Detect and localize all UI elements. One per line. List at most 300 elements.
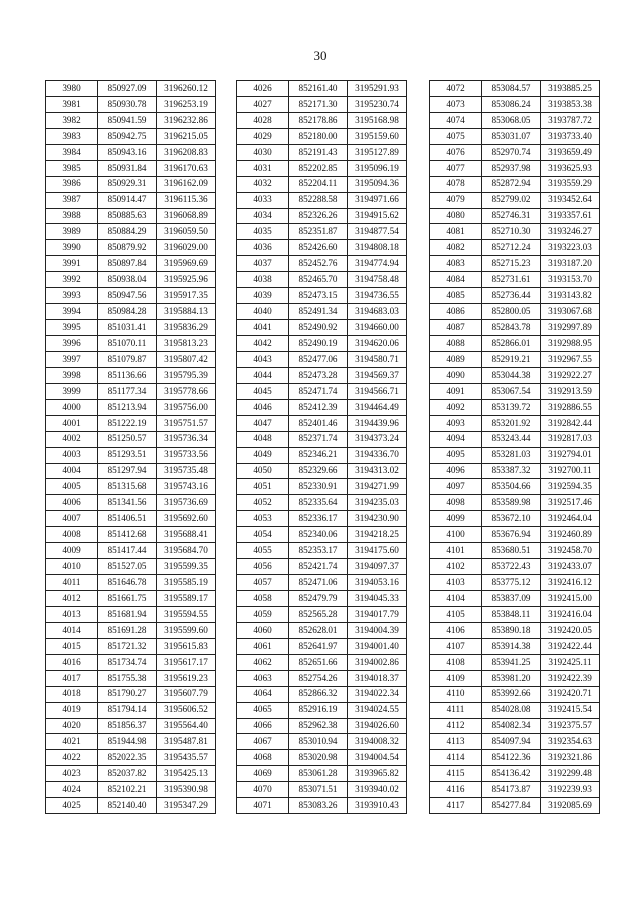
y-coordinate-cell: 3196260.12 [157,81,216,97]
point-number-cell: 4031 [237,160,289,176]
table-row [430,447,600,463]
y-coordinate-cell: 3192594.35 [541,479,600,495]
table-row [237,782,407,798]
point-number-cell: 3996 [46,336,98,352]
x-coordinate-cell: 851406.51 [98,511,157,527]
x-coordinate-cell: 850897.84 [98,256,157,272]
x-coordinate-cell: 853676.94 [482,527,541,543]
y-coordinate-cell: 3194808.18 [348,240,407,256]
y-coordinate-cell: 3194045.33 [348,591,407,607]
table-row [46,320,216,336]
table-row [430,766,600,782]
y-coordinate-cell: 3193187.20 [541,256,600,272]
point-number-cell: 3982 [46,112,98,128]
table-row [237,559,407,575]
x-coordinate-cell: 852651.66 [289,654,348,670]
x-coordinate-cell: 852335.64 [289,495,348,511]
x-coordinate-cell: 853680.51 [482,543,541,559]
y-coordinate-cell: 3195599.35 [157,559,216,575]
table-row [46,654,216,670]
table-row [237,622,407,638]
y-coordinate-cell: 3193910.43 [348,798,407,814]
table-row [46,351,216,367]
table-row [46,495,216,511]
x-coordinate-cell: 852340.06 [289,527,348,543]
x-coordinate-cell: 851079.87 [98,351,157,367]
point-number-cell: 4112 [430,718,482,734]
y-coordinate-cell: 3192967.55 [541,351,600,367]
y-coordinate-cell: 3195096.19 [348,160,407,176]
x-coordinate-cell: 852715.23 [482,256,541,272]
point-number-cell: 4065 [237,702,289,718]
table-row [237,479,407,495]
point-number-cell: 4109 [430,670,482,686]
point-number-cell: 4009 [46,543,98,559]
point-number-cell: 4058 [237,591,289,607]
table-row [46,272,216,288]
x-coordinate-cell: 853010.94 [289,734,348,750]
x-coordinate-cell: 853848.11 [482,606,541,622]
x-coordinate-cell: 850942.75 [98,128,157,144]
point-number-cell: 4034 [237,208,289,224]
x-coordinate-cell: 853981.20 [482,670,541,686]
x-coordinate-cell: 852401.46 [289,415,348,431]
x-coordinate-cell: 852712.24 [482,240,541,256]
point-number-cell: 4111 [430,702,482,718]
x-coordinate-cell: 853775.12 [482,575,541,591]
point-number-cell: 4107 [430,638,482,654]
x-coordinate-cell: 852710.30 [482,224,541,240]
table-row [237,320,407,336]
x-coordinate-cell: 852491.34 [289,304,348,320]
table-row [237,575,407,591]
y-coordinate-cell: 3194024.55 [348,702,407,718]
point-number-cell: 4014 [46,622,98,638]
point-number-cell: 3984 [46,144,98,160]
point-number-cell: 4068 [237,750,289,766]
y-coordinate-cell: 3194971.66 [348,192,407,208]
point-number-cell: 4093 [430,415,482,431]
x-coordinate-cell: 853281.03 [482,447,541,463]
y-coordinate-cell: 3192422.39 [541,670,600,686]
table-row [46,304,216,320]
table-row [430,272,600,288]
point-number-cell: 4089 [430,351,482,367]
point-number-cell: 4027 [237,96,289,112]
x-coordinate-cell: 853837.09 [482,591,541,607]
table-row [46,734,216,750]
point-number-cell: 4022 [46,750,98,766]
point-number-cell: 4062 [237,654,289,670]
y-coordinate-cell: 3193452.64 [541,192,600,208]
point-number-cell: 3980 [46,81,98,97]
x-coordinate-cell: 852330.91 [289,479,348,495]
x-coordinate-cell: 852641.97 [289,638,348,654]
x-coordinate-cell: 852426.60 [289,240,348,256]
table-row [46,112,216,128]
x-coordinate-cell: 853201.92 [482,415,541,431]
table-row [46,479,216,495]
point-number-cell: 4114 [430,750,482,766]
x-coordinate-cell: 851177.34 [98,383,157,399]
y-coordinate-cell: 3192321.86 [541,750,600,766]
y-coordinate-cell: 3195607.79 [157,686,216,702]
y-coordinate-cell: 3193940.02 [348,782,407,798]
table-row [46,782,216,798]
point-number-cell: 4078 [430,176,482,192]
y-coordinate-cell: 3192464.04 [541,511,600,527]
point-number-cell: 4028 [237,112,289,128]
table-row [430,81,600,97]
table-row [430,511,600,527]
point-number-cell: 3983 [46,128,98,144]
point-number-cell: 4005 [46,479,98,495]
y-coordinate-cell: 3194218.25 [348,527,407,543]
y-coordinate-cell: 3195756.00 [157,399,216,415]
y-coordinate-cell: 3196029.00 [157,240,216,256]
table-row [237,511,407,527]
x-coordinate-cell: 853139.72 [482,399,541,415]
point-number-cell: 3993 [46,288,98,304]
table-row [430,383,600,399]
coordinate-table [429,80,600,814]
point-number-cell: 4012 [46,591,98,607]
x-coordinate-cell: 850885.63 [98,208,157,224]
x-coordinate-cell: 854277.84 [482,798,541,814]
y-coordinate-cell: 3194018.37 [348,670,407,686]
table-row [46,399,216,415]
x-coordinate-cell: 852161.40 [289,81,348,97]
x-coordinate-cell: 852490.19 [289,336,348,352]
point-number-cell: 4048 [237,431,289,447]
x-coordinate-cell: 851721.32 [98,638,157,654]
x-coordinate-cell: 851250.57 [98,431,157,447]
point-number-cell: 4037 [237,256,289,272]
table-row [46,336,216,352]
table-row [430,351,600,367]
table-row [430,415,600,431]
x-coordinate-cell: 851790.27 [98,686,157,702]
x-coordinate-cell: 852731.61 [482,272,541,288]
point-number-cell: 3985 [46,160,98,176]
point-number-cell: 4001 [46,415,98,431]
x-coordinate-cell: 853890.18 [482,622,541,638]
point-number-cell: 4117 [430,798,482,814]
coordinate-table-middle [236,80,407,814]
point-number-cell: 4063 [237,670,289,686]
point-number-cell: 3989 [46,224,98,240]
point-number-cell: 4116 [430,782,482,798]
point-number-cell: 4056 [237,559,289,575]
table-row [237,431,407,447]
y-coordinate-cell: 3195094.36 [348,176,407,192]
x-coordinate-cell: 853083.26 [289,798,348,814]
table-row [430,718,600,734]
table-row [237,176,407,192]
table-row [46,606,216,622]
point-number-cell: 4082 [430,240,482,256]
x-coordinate-cell: 850914.47 [98,192,157,208]
x-coordinate-cell: 851417.44 [98,543,157,559]
table-row [46,192,216,208]
y-coordinate-cell: 3195487.81 [157,734,216,750]
point-number-cell: 4105 [430,606,482,622]
y-coordinate-cell: 3196170.63 [157,160,216,176]
table-row [46,527,216,543]
y-coordinate-cell: 3193153.70 [541,272,600,288]
table-row [430,256,600,272]
x-coordinate-cell: 853589.98 [482,495,541,511]
point-number-cell: 4100 [430,527,482,543]
x-coordinate-cell: 851341.56 [98,495,157,511]
y-coordinate-cell: 3195230.74 [348,96,407,112]
table-row [237,81,407,97]
table-row [430,750,600,766]
x-coordinate-cell: 851070.11 [98,336,157,352]
x-coordinate-cell: 852916.19 [289,702,348,718]
y-coordinate-cell: 3193357.61 [541,208,600,224]
x-coordinate-cell: 851646.78 [98,575,157,591]
table-row [430,160,600,176]
x-coordinate-cell: 851856.37 [98,718,157,734]
y-coordinate-cell: 3195751.57 [157,415,216,431]
point-number-cell: 3995 [46,320,98,336]
x-coordinate-cell: 852937.98 [482,160,541,176]
x-coordinate-cell: 853061.28 [289,766,348,782]
table-row [46,176,216,192]
table-row [46,256,216,272]
x-coordinate-cell: 851412.68 [98,527,157,543]
point-number-cell: 4070 [237,782,289,798]
x-coordinate-cell: 852479.79 [289,591,348,607]
point-number-cell: 3992 [46,272,98,288]
x-coordinate-cell: 850941.59 [98,112,157,128]
y-coordinate-cell: 3194004.54 [348,750,407,766]
table-row [237,670,407,686]
y-coordinate-cell: 3195795.39 [157,367,216,383]
point-number-cell: 4017 [46,670,98,686]
table-row [430,591,600,607]
x-coordinate-cell: 852140.40 [98,798,157,814]
point-number-cell: 4050 [237,463,289,479]
table-row [430,702,600,718]
point-number-cell: 4000 [46,399,98,415]
y-coordinate-cell: 3193246.27 [541,224,600,240]
point-number-cell: 4054 [237,527,289,543]
table-row [46,575,216,591]
y-coordinate-cell: 3192997.89 [541,320,600,336]
y-coordinate-cell: 3194464.49 [348,399,407,415]
x-coordinate-cell: 852471.74 [289,383,348,399]
point-number-cell: 4018 [46,686,98,702]
y-coordinate-cell: 3192425.11 [541,654,600,670]
y-coordinate-cell: 3194580.71 [348,351,407,367]
point-number-cell: 4073 [430,96,482,112]
y-coordinate-cell: 3192416.04 [541,606,600,622]
y-coordinate-cell: 3192817.03 [541,431,600,447]
table-row [237,686,407,702]
x-coordinate-cell: 852970.74 [482,144,541,160]
point-number-cell: 4039 [237,288,289,304]
y-coordinate-cell: 3194774.94 [348,256,407,272]
table-row [46,702,216,718]
y-coordinate-cell: 3195917.35 [157,288,216,304]
table-row [430,606,600,622]
x-coordinate-cell: 852191.43 [289,144,348,160]
table-row [237,351,407,367]
y-coordinate-cell: 3193659.49 [541,144,600,160]
y-coordinate-cell: 3192460.89 [541,527,600,543]
y-coordinate-cell: 3194620.06 [348,336,407,352]
point-number-cell: 4088 [430,336,482,352]
x-coordinate-cell: 850938.04 [98,272,157,288]
y-coordinate-cell: 3194053.16 [348,575,407,591]
point-number-cell: 4086 [430,304,482,320]
table-row [237,591,407,607]
point-number-cell: 4006 [46,495,98,511]
y-coordinate-cell: 3195688.41 [157,527,216,543]
x-coordinate-cell: 853672.10 [482,511,541,527]
y-coordinate-cell: 3195347.29 [157,798,216,814]
table-row [46,431,216,447]
point-number-cell: 4044 [237,367,289,383]
y-coordinate-cell: 3192922.27 [541,367,600,383]
table-row [46,798,216,814]
table-row [430,495,600,511]
point-number-cell: 4110 [430,686,482,702]
y-coordinate-cell: 3192354.63 [541,734,600,750]
x-coordinate-cell: 852452.76 [289,256,348,272]
x-coordinate-cell: 850927.09 [98,81,157,97]
point-number-cell: 4059 [237,606,289,622]
point-number-cell: 4094 [430,431,482,447]
point-number-cell: 4046 [237,399,289,415]
y-coordinate-cell: 3195291.93 [348,81,407,97]
y-coordinate-cell: 3194017.79 [348,606,407,622]
table-row [430,479,600,495]
y-coordinate-cell: 3195807.42 [157,351,216,367]
table-row [430,367,600,383]
table-row [237,192,407,208]
x-coordinate-cell: 850931.84 [98,160,157,176]
point-number-cell: 4010 [46,559,98,575]
x-coordinate-cell: 852329.66 [289,463,348,479]
point-number-cell: 4091 [430,383,482,399]
table-row [46,81,216,97]
point-number-cell: 4008 [46,527,98,543]
y-coordinate-cell: 3195615.83 [157,638,216,654]
table-row [46,240,216,256]
x-coordinate-cell: 853020.98 [289,750,348,766]
y-coordinate-cell: 3194026.60 [348,718,407,734]
point-number-cell: 4038 [237,272,289,288]
point-number-cell: 4101 [430,543,482,559]
point-number-cell: 4003 [46,447,98,463]
x-coordinate-cell: 852288.58 [289,192,348,208]
point-number-cell: 4030 [237,144,289,160]
point-number-cell: 4085 [430,288,482,304]
y-coordinate-cell: 3194683.03 [348,304,407,320]
y-coordinate-cell: 3194877.54 [348,224,407,240]
point-number-cell: 4020 [46,718,98,734]
x-coordinate-cell: 852628.01 [289,622,348,638]
point-number-cell: 4090 [430,367,482,383]
y-coordinate-cell: 3195159.60 [348,128,407,144]
table-row [46,543,216,559]
x-coordinate-cell: 852180.00 [289,128,348,144]
table-row [46,670,216,686]
table-row [237,718,407,734]
x-coordinate-cell: 852202.85 [289,160,348,176]
point-number-cell: 4096 [430,463,482,479]
table-row [430,336,600,352]
y-coordinate-cell: 3195735.48 [157,463,216,479]
y-coordinate-cell: 3194175.60 [348,543,407,559]
y-coordinate-cell: 3195564.40 [157,718,216,734]
point-number-cell: 4052 [237,495,289,511]
point-number-cell: 4023 [46,766,98,782]
point-number-cell: 4108 [430,654,482,670]
y-coordinate-cell: 3192299.48 [541,766,600,782]
point-number-cell: 4072 [430,81,482,97]
table-row [237,304,407,320]
point-number-cell: 4026 [237,81,289,97]
point-number-cell: 4035 [237,224,289,240]
table-row [46,718,216,734]
point-number-cell: 4013 [46,606,98,622]
table-row [237,96,407,112]
table-row [237,144,407,160]
x-coordinate-cell: 853504.66 [482,479,541,495]
y-coordinate-cell: 3192415.54 [541,702,600,718]
y-coordinate-cell: 3195606.52 [157,702,216,718]
y-coordinate-cell: 3194313.02 [348,463,407,479]
x-coordinate-cell: 851527.05 [98,559,157,575]
point-number-cell: 4084 [430,272,482,288]
y-coordinate-cell: 3196059.50 [157,224,216,240]
x-coordinate-cell: 852843.78 [482,320,541,336]
point-number-cell: 4083 [430,256,482,272]
x-coordinate-cell: 851222.19 [98,415,157,431]
table-row [46,511,216,527]
x-coordinate-cell: 854122.36 [482,750,541,766]
point-number-cell: 3994 [46,304,98,320]
table-row [237,798,407,814]
table-row [46,224,216,240]
y-coordinate-cell: 3192415.00 [541,591,600,607]
point-number-cell: 4074 [430,112,482,128]
point-number-cell: 4076 [430,144,482,160]
y-coordinate-cell: 3192913.59 [541,383,600,399]
x-coordinate-cell: 852473.28 [289,367,348,383]
y-coordinate-cell: 3195813.23 [157,336,216,352]
point-number-cell: 4002 [46,431,98,447]
point-number-cell: 3986 [46,176,98,192]
point-number-cell: 3987 [46,192,98,208]
x-coordinate-cell: 850879.92 [98,240,157,256]
y-coordinate-cell: 3193733.40 [541,128,600,144]
point-number-cell: 4036 [237,240,289,256]
point-number-cell: 4019 [46,702,98,718]
y-coordinate-cell: 3192416.12 [541,575,600,591]
table-row [46,383,216,399]
x-coordinate-cell: 852477.06 [289,351,348,367]
y-coordinate-cell: 3193625.93 [541,160,600,176]
table-row [46,128,216,144]
table-row [430,798,600,814]
y-coordinate-cell: 3192420.71 [541,686,600,702]
table-row [430,782,600,798]
